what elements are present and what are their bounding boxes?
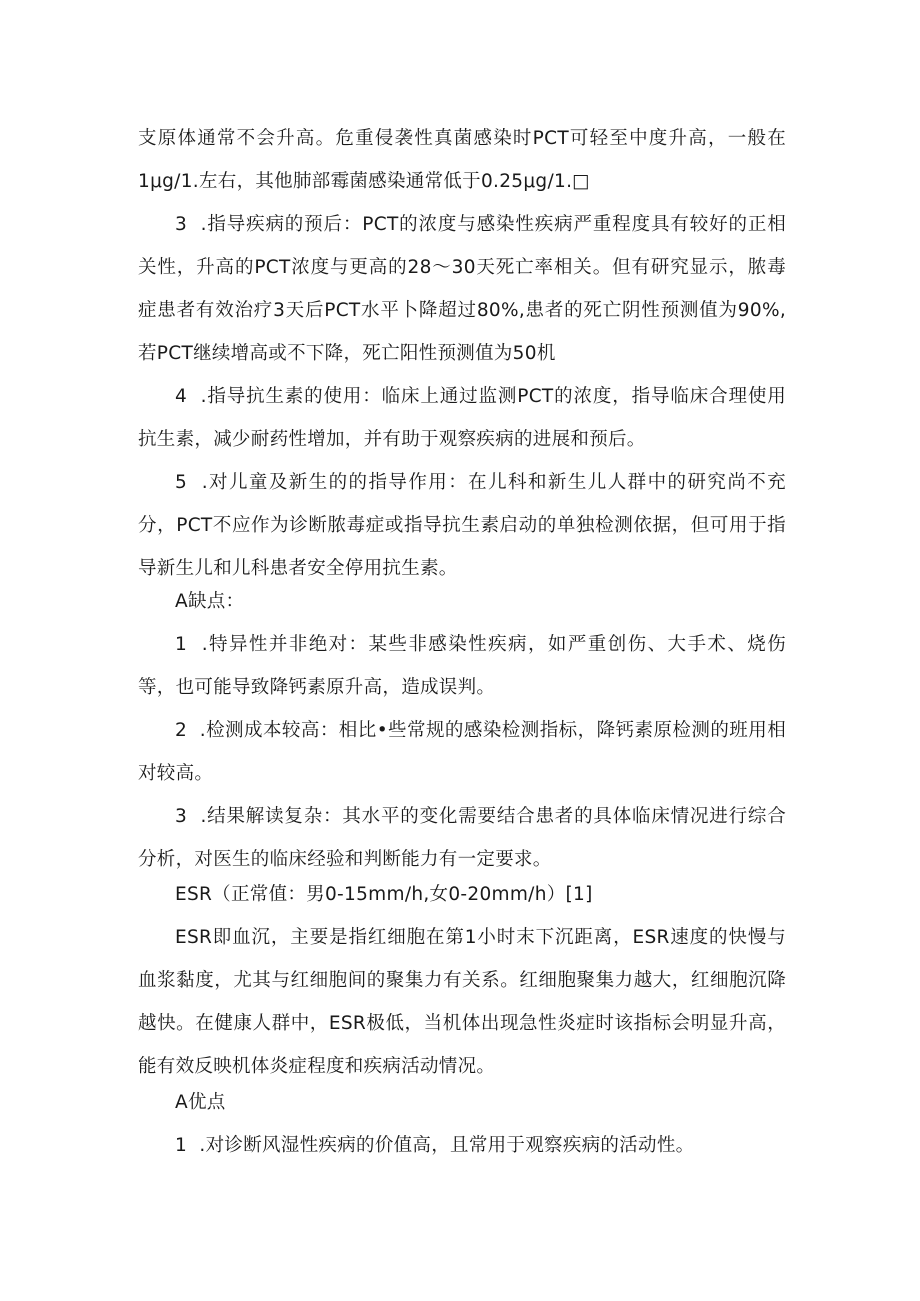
- paragraph-interpretation: 3 .结果解读复杂：其水平的变化需要结合患者的具体临床情况进行综合分析，对医生的临床经验和判断能力有一定要求。: [138, 806, 786, 870]
- paragraph-antibiotic-guidance: 4 .指导抗生素的使用：临床上通过监测PCT的浓度，指导临床合理使用抗生素，减少耐药性增加，并有助于观察疾病的进展和预后。: [138, 386, 786, 450]
- heading-disadvantages: A缺点：: [175, 591, 245, 612]
- paragraph-prognosis: 3 .指导疾病的预后：PCT的浓度与感染性疾病严重程度具有较好的正相关性，升高的PCT浓度与更高的28～30天死亡率相关。但有研究显示，脓毒症患者有效治疗3天后PCT水平卜降超过80%,患者的死亡阴性预测值为90%,若PCT继续增高或不下降，死亡阳性预测值为50机: [138, 214, 786, 364]
- heading-advantages: A优点: [175, 1092, 226, 1113]
- paragraph-specificity: 1 .特异性并非绝对：某些非感染性疾病，如严重创伤、大手术、烧伤等，也可能导致降钙素原升高，造成误判。: [138, 634, 786, 698]
- paragraph-fungal-pct: 支原体通常不会升高。危重侵袭性真菌感染时PCT可轻至中度升高，一般在1μg∕1.左右，其他肺部霉菌感染通常低于0.25μg∕1.□: [138, 128, 786, 192]
- paragraph-cost: 2 .检测成本较高：相比•些常规的感染检测指标，降钙素原检测的班用相对较高。: [138, 720, 786, 784]
- paragraph-esr-definition: ESR即血沉，主要是指红细胞在第1小时末下沉距离，ESR速度的快慢与血浆黏度，尤其与红细胞间的聚集力有关系。红细胞聚集力越大，红细胞沉降越快。在健康人群中，ESR极低，当机体出现急性炎症时该指标会明显升高，能有效反映机体炎症程度和疾病活动情况。: [138, 927, 786, 1077]
- paragraph-children-newborn: 5 .对儿童及新生的的指导作用：在儿科和新生儿人群中的研究尚不充分，PCT不应作为诊断脓毒症或指导抗生素启动的单独检测依据，但可用于指导新生儿和儿科患者安全停用抗生素。: [138, 472, 786, 579]
- paragraph-rheumatic-value: 1 .对诊断风湿性疾病的价值高，且常用于观察疾病的活动性。: [175, 1135, 695, 1156]
- heading-esr: ESR（正常值：男0-15mm∕h,女0-20mm∕h）[1]: [175, 884, 593, 905]
